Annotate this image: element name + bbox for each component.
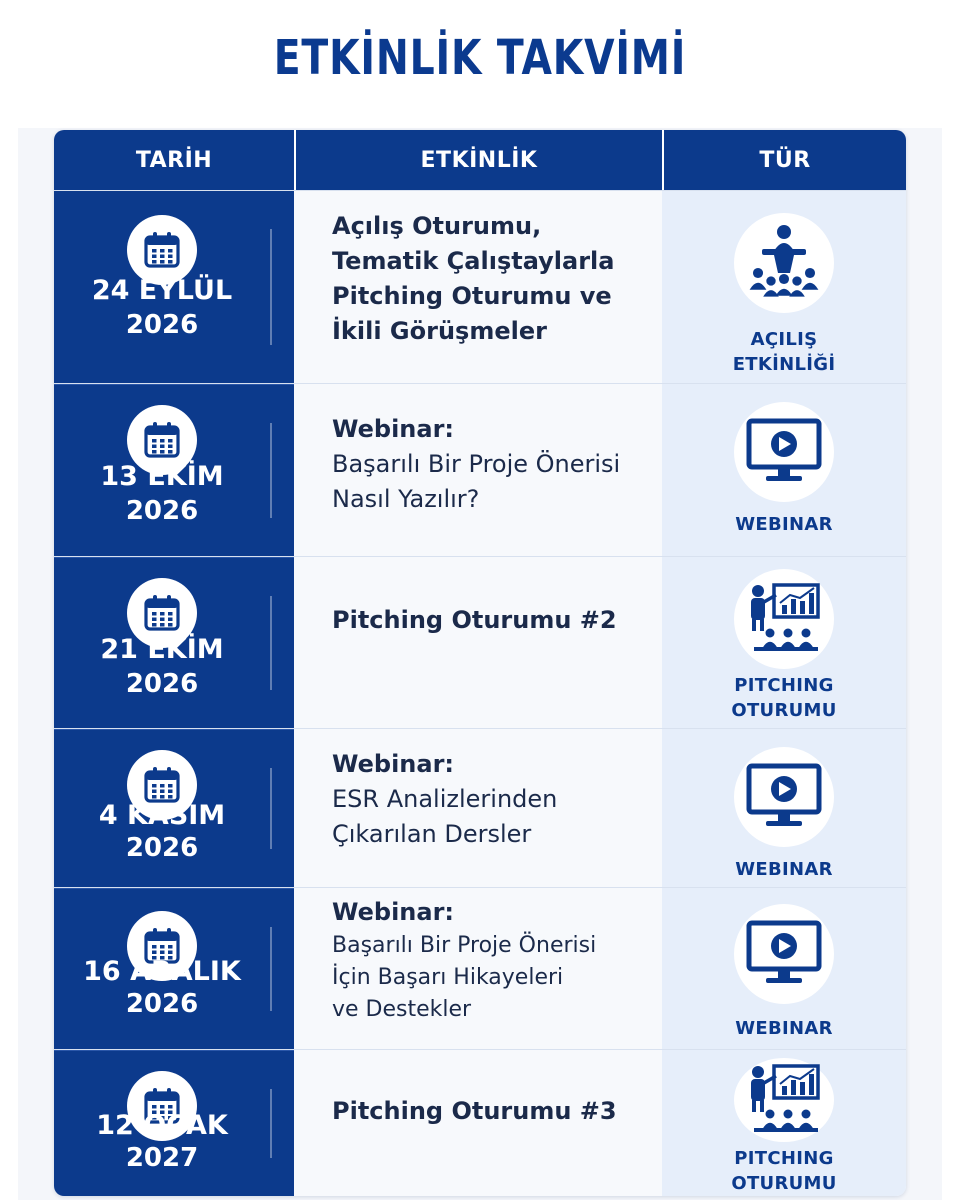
table-header (54, 130, 906, 190)
table-row (54, 887, 906, 1049)
event-description-line: Başarılı Bir Proje Önerisi (332, 933, 597, 958)
date-day-month: 24 EYLÜL (91, 275, 233, 306)
event-cell (294, 1050, 662, 1196)
event-description-line: İkili Görüşmeler (332, 317, 547, 345)
date-day-month: 4 KASIM (98, 800, 226, 831)
header-date: TARİH (135, 147, 213, 173)
type-label: PITCHING (734, 675, 834, 696)
type-label: WEBINAR (735, 514, 833, 535)
type-label: PITCHING (734, 1148, 834, 1169)
speaker-audience-icon (734, 213, 834, 313)
date-year: 2027 (125, 1143, 199, 1173)
event-title-line: Pitching Oturumu #2 (332, 606, 617, 634)
date-year: 2026 (125, 669, 199, 699)
monitor-play-icon (734, 747, 834, 847)
date-divider (270, 596, 272, 690)
event-cell (294, 557, 662, 728)
event-title-line: Açılış Oturumu, (332, 212, 542, 240)
table-row (54, 556, 906, 728)
date-cell (54, 1050, 294, 1196)
type-label: WEBINAR (735, 859, 833, 880)
date-divider (270, 927, 272, 1011)
header-type: TÜR (662, 130, 906, 190)
date-cell (54, 384, 294, 556)
table-row (54, 383, 906, 556)
type-cell (662, 191, 906, 383)
page-title: ETKİNLİK TAKVİMİ (273, 30, 687, 86)
monitor-play-icon (734, 904, 834, 1004)
date-cell (54, 191, 294, 383)
date-cell (54, 888, 294, 1049)
date-year: 2026 (125, 989, 199, 1019)
type-label: OTURUMU (731, 700, 837, 721)
event-title-line: Webinar: (332, 414, 455, 443)
header-event: ETKİNLİK (294, 130, 662, 190)
type-cell (662, 384, 906, 556)
event-title-line: Webinar: (332, 898, 455, 926)
table-body (54, 190, 906, 1196)
event-cell (294, 384, 662, 556)
type-cell (662, 557, 906, 728)
date-day-month: 21 EKİM (100, 634, 224, 665)
date-year: 2026 (125, 310, 199, 340)
event-title-line: Pitching Oturumu #3 (332, 1097, 617, 1125)
table-row (54, 190, 906, 383)
event-cell (294, 191, 662, 383)
event-description-line: Nasıl Yazılır? (332, 484, 480, 513)
date-year: 2026 (125, 833, 199, 863)
date-divider (270, 1089, 272, 1158)
event-description-line: İçin Başarı Hikayeleri (332, 965, 564, 990)
presentation-chart-icon (734, 1058, 834, 1142)
event-cell (294, 729, 662, 887)
presentation-chart-icon (734, 569, 834, 669)
event-description-line: Tematik Çalıştaylarla (332, 247, 615, 275)
date-cell (54, 729, 294, 887)
date-year: 2026 (125, 496, 199, 526)
type-cell (662, 1050, 906, 1196)
event-description-line: ve Destekler (332, 997, 472, 1022)
event-description-line: Çıkarılan Dersler (332, 819, 532, 848)
event-description-line: ESR Analizlerinden (332, 784, 558, 813)
type-label: OTURUMU (731, 1173, 837, 1194)
table-row (54, 728, 906, 887)
event-description-line: Başarılı Bir Proje Önerisi (332, 449, 621, 478)
type-label: ETKİNLİĞİ (732, 354, 836, 375)
event-cell (294, 888, 662, 1049)
monitor-play-icon (734, 402, 834, 502)
type-label: AÇILIŞ (750, 329, 818, 350)
date-day-month: 13 EKİM (100, 461, 224, 492)
event-schedule-table (54, 130, 906, 1196)
date-divider (270, 768, 272, 849)
date-divider (270, 423, 272, 518)
date-day-month: 16 ARALIK (83, 956, 241, 987)
type-label: WEBINAR (735, 1018, 833, 1039)
date-cell (54, 557, 294, 728)
date-day-month: 12 OCAK (96, 1110, 228, 1141)
date-divider (270, 229, 272, 345)
type-cell (662, 729, 906, 887)
table-row (54, 1049, 906, 1196)
event-description-line: Pitching Oturumu ve (332, 282, 612, 310)
type-cell (662, 888, 906, 1049)
event-title-line: Webinar: (332, 749, 455, 778)
